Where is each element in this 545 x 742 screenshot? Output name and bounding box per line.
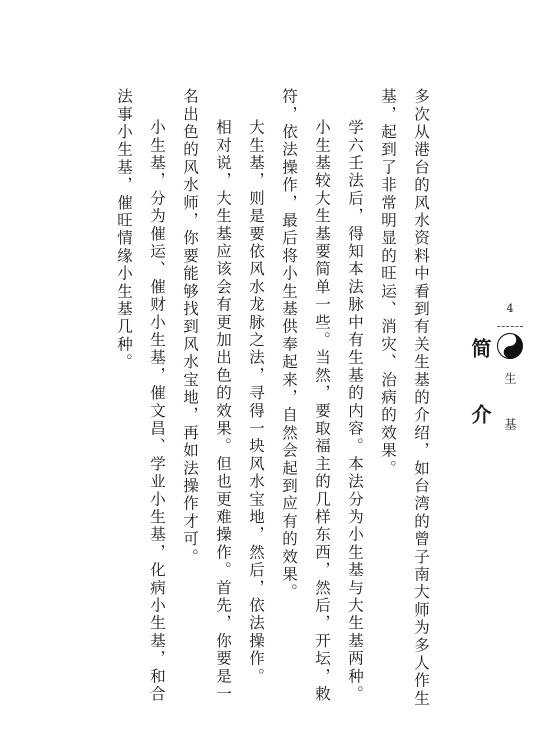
paragraph: 多次从港台的风水资料中看到有关生基的介绍，如台湾的曾子南大师为多人作生基，起到了非常明显的旺运、消灾、治病的效果。 xyxy=(379,88,430,708)
paragraph: 相对说，大生基应该会有更加出色的效果。但也更难操作。首先，你要是一名出色的风水师，你要能够找到风水宝地，再如法操作才可。 xyxy=(181,88,232,704)
header-divider xyxy=(497,326,523,327)
paragraph: 小生基较大生基要简单一些。当然，要取福主的几样东西，然后，开坛，敕符，依法操作，最后将小生基供奉起来，自然会起到应有的效果。 xyxy=(280,88,331,704)
body-text xyxy=(107,88,437,708)
paragraph: 小生基，分为催运、催财小生基，催文昌、学业小生基，化病小生基，和合法事小生基，催旺情缘小生基几种。 xyxy=(115,88,166,704)
section-title: 简介 xyxy=(468,338,492,470)
paragraph: 大生基，则是要依风水龙脉之法，寻得一块风水宝地，然后，依法操作。 xyxy=(247,119,265,686)
page-number: 4 xyxy=(506,302,514,315)
paragraph: 学六壬法后，得知本法脉中有生基的内容。本法分为小生基与大生基两种。 xyxy=(346,119,364,704)
running-head: 生基 xyxy=(503,372,517,464)
yin-yang-icon xyxy=(497,333,523,359)
